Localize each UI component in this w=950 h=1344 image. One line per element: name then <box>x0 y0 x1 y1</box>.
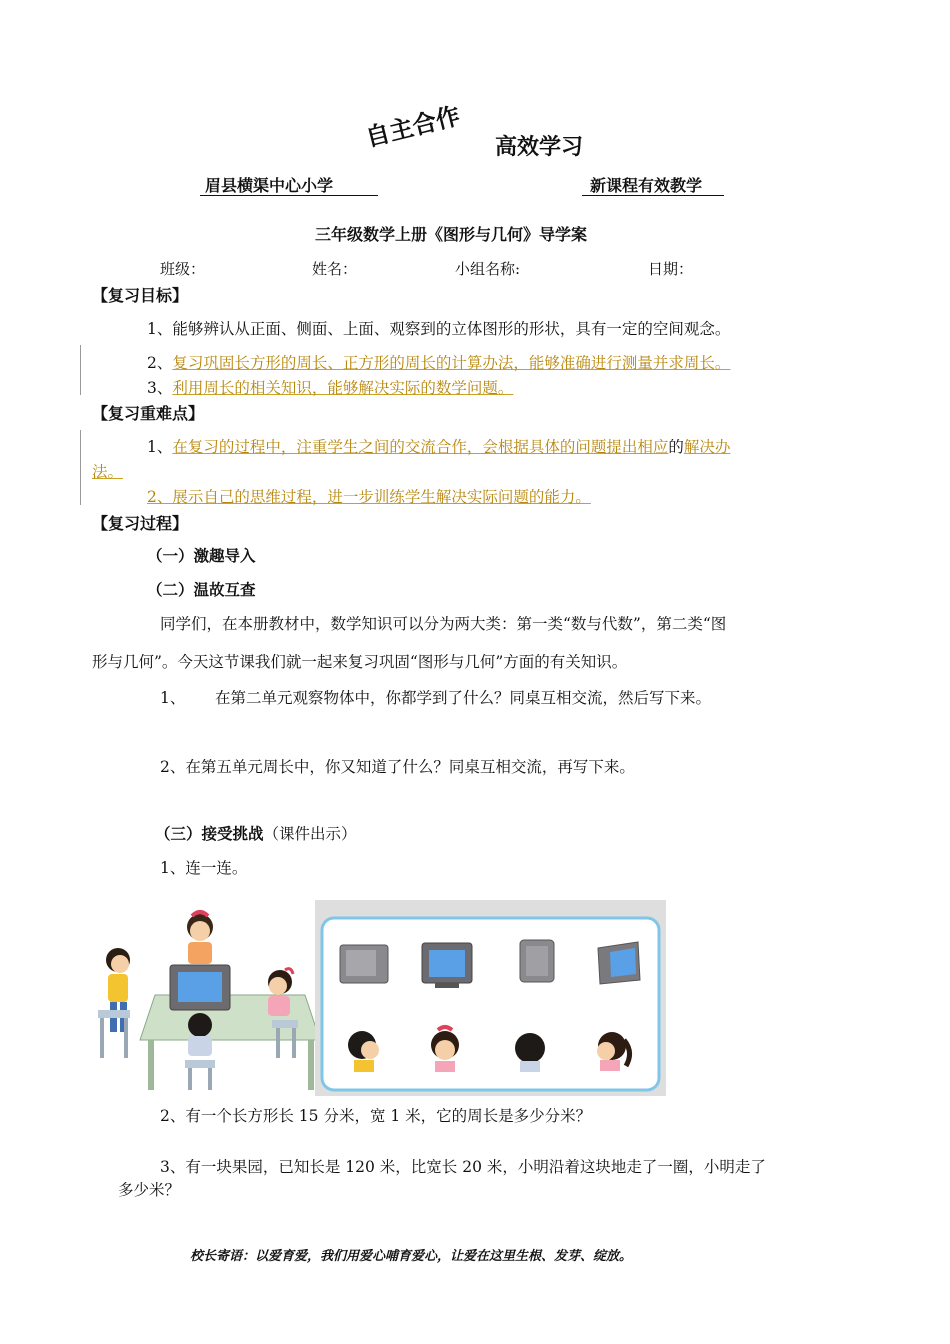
objective-item-3-text: 利用周长的相关知识，能够解决实际的数学问题。 <box>172 379 514 397</box>
process-heading: 【复习过程】 <box>92 514 189 533</box>
objective-item-3-number: 3、 <box>147 379 173 397</box>
course-name: 新课程有效教学 <box>590 176 703 195</box>
name-field-label: 姓名： <box>312 260 358 278</box>
monitor-back-view-icon <box>520 940 554 982</box>
question-1-text: 在第二单元观察物体中，你都学到了什么？同桌互相交流，然后写下来。 <box>215 689 712 707</box>
objective-item-2-text: 复习巩固长方形的周长、正方形的周长的计算办法，能够准确进行测量并求周长。 <box>172 354 731 372</box>
document-title: 三年级数学上册《图形与几何》导学案 <box>315 225 588 244</box>
keypoints-heading: 【复习重难点】 <box>92 404 205 423</box>
challenge-3-line-1: 3、有一块果园，已知长是 120 米，比宽长 20 米，小明沿着这块地走了一圈，小明走了 <box>160 1158 766 1176</box>
intro-line-2: 形与几何”。今天这节课我们就一起来复习巩固“图形与几何”方面的有关知识。 <box>92 653 628 671</box>
challenge-2: 2、有一个长方形长 15 分米，宽 1 米，它的周长是多少分米？ <box>160 1107 592 1125</box>
objectives-heading: 【复习目标】 <box>92 286 189 305</box>
footer-motto: 校长寄语：以爱育爱，我们用爱心哺育爱心，让爱在这里生根、发芽、绽放。 <box>190 1249 633 1264</box>
keypoint-item-1-text-c: 解决办 <box>683 438 731 456</box>
revision-bar <box>80 345 81 395</box>
objective-item-2-number: 2、 <box>147 354 173 372</box>
keypoint-item-2: 2、展示自己的思维过程，进一步训练学生解决实际问题的能力。 <box>147 488 591 506</box>
monitor-side-view-icon <box>340 945 388 983</box>
challenge-3-line-2: 多少米？ <box>118 1181 181 1199</box>
group-field-label: 小组名称: <box>455 260 521 278</box>
process-step-3-title: （三）接受挑战 <box>155 825 264 843</box>
school-name: 眉县横渠中心小学 <box>205 176 334 195</box>
objective-item-2 <box>147 351 730 373</box>
objective-item-1: 1、能够辨认从正面、侧面、上面、观察到的立体图形的形状，具有一定的空间观念。 <box>147 320 731 338</box>
process-step-3-note: （课件出示） <box>263 825 357 843</box>
objective-item-3 <box>147 376 513 398</box>
school-underline <box>200 195 378 196</box>
challenge-1: 1、连一连。 <box>160 859 248 877</box>
revision-bar <box>80 430 81 505</box>
process-step-2: （二）温故互查 <box>147 581 256 599</box>
keypoint-item-1-text-b: 的 <box>668 438 684 456</box>
keypoint-item-1-text-a: 在复习的过程中，注重学生之间的交流合作，会根据具体的问题提出相应 <box>172 438 669 456</box>
course-underline <box>582 195 724 196</box>
intro-line-1: 同学们，在本册教材中，数学知识可以分为两大类：第一类“数与代数”，第二类“图 <box>160 615 727 633</box>
date-field-label: 日期： <box>648 260 694 278</box>
monitor-front-view-icon <box>422 943 472 988</box>
observation-illustration <box>90 900 666 1096</box>
keypoint-item-1 <box>147 435 730 457</box>
class-field-label: 班级： <box>160 260 206 278</box>
keypoint-item-1-number: 1、 <box>147 438 173 456</box>
classroom-scene <box>98 912 320 1090</box>
banner-right-text: 高效学习 <box>495 135 584 160</box>
views-panel <box>315 900 666 1096</box>
banner-left-text: 自主合作 <box>362 101 463 153</box>
process-step-3 <box>155 822 357 844</box>
question-2: 2、在第五单元周长中，你又知道了什么？同桌互相交流，再写下来。 <box>160 758 635 776</box>
process-step-1: （一）激趣导入 <box>147 547 256 565</box>
keypoint-item-1-continuation: 法。 <box>92 463 124 481</box>
question-1-number: 1、 <box>160 689 186 707</box>
monitor-angled-view-icon <box>598 942 640 984</box>
